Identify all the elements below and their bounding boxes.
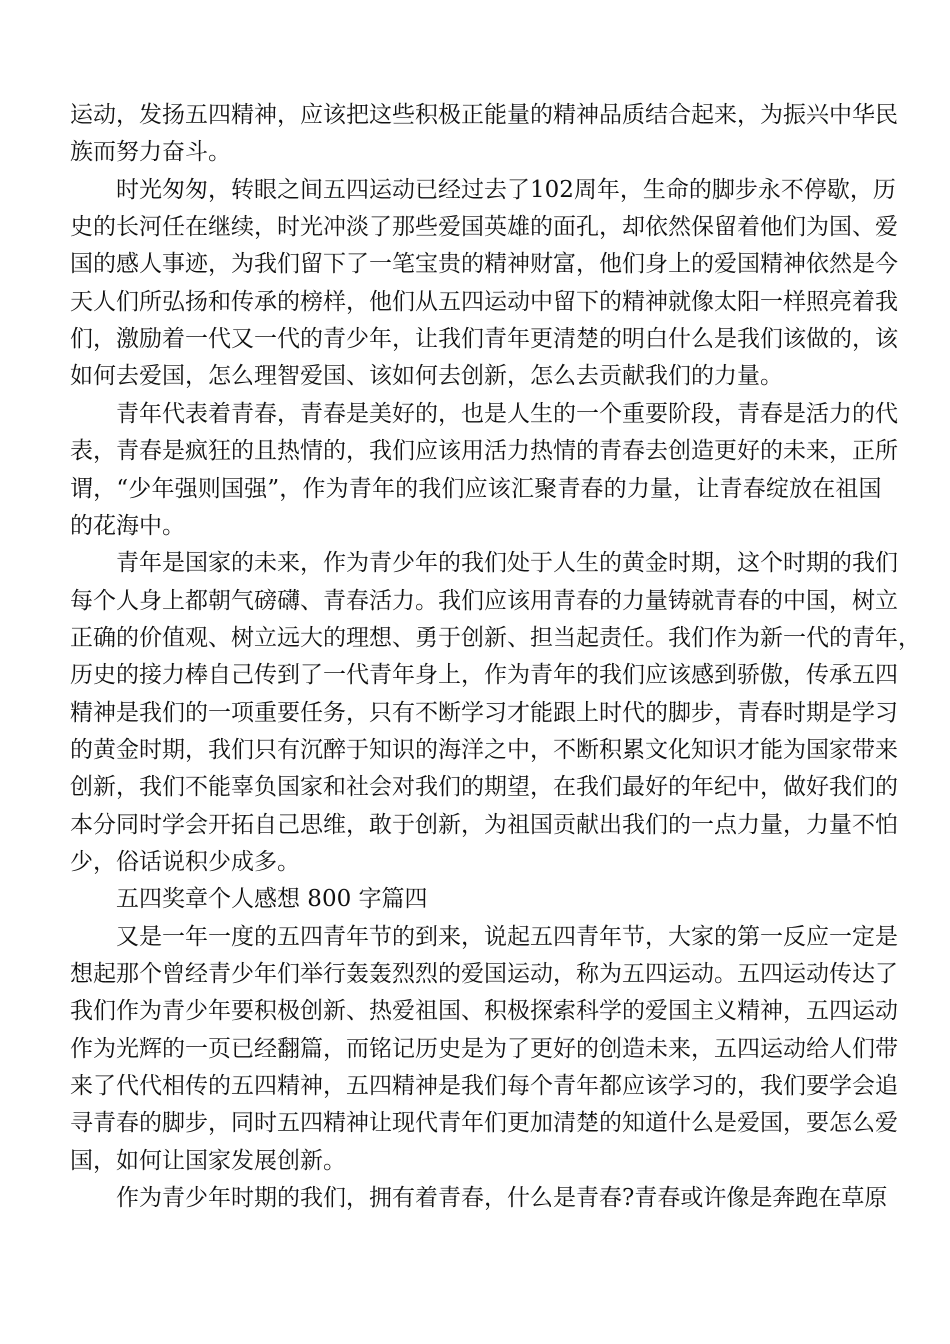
text-line: 又 是 一 年 一 度 的 五 四 青 年 节 的 到 来 ， 说 起 五 四 青 年 节 ， 大 家 的 第 一 反 应 一 定 是 bbox=[116, 923, 898, 950]
text-line: 青 年 代 表 着 青 春 ， 青 春 是 美 好 的 ， 也 是 人 生 的 一 个 重 要 阶 段 ， 青 春 是 活 力 的 代 bbox=[116, 400, 898, 427]
text-line: 作 为 光 辉 的 一 页 已 经 翻 篇 ， 而 铭 记 历 史 是 为 了 更 好 的 创 造 未 来 ， 五 四 运 动 给 人 们 带 bbox=[70, 1035, 898, 1062]
text-line: 表 ， 青 春 是 疯 狂 的 且 热 情 的 ， 我 们 应 该 用 活 力 热 情 的 青 春 去 创 造 更 好 的 未 来 ， 正 所 bbox=[70, 438, 898, 465]
text-line: 历 史 的 接 力 棒 自 己 传 到 了 一 代 青 年 身 上 ， 作 为 青 年 的 我 们 应 该 感 到 骄 傲 ， 传 承 五 四 bbox=[70, 662, 898, 689]
text-line: 寻 青 春 的 脚 步 ， 同 时 五 四 精 神 让 现 代 青 年 们 更 加 清 楚 的 知 道 什 么 是 爱 国 ， 要 怎 么 爱 bbox=[70, 1110, 898, 1137]
text-line: 史 的 长 河 任 在 继 续 ， 时 光 冲 淡 了 那 些 爱 国 英 雄 的 面 孔 ， 却 依 然 保 留 着 他 们 为 国 、 爱 bbox=[70, 214, 898, 241]
text-line: 正 确 的 价 值 观 、 树 立 远 大 的 理 想 、 勇 于 创 新 、 担 当 起 责 任 。 我 们 作 为 新 一 代 的 青 年 ， bbox=[70, 624, 921, 651]
text-line: 来 了 代 代 相 传 的 五 四 精 神 ， 五 四 精 神 是 我 们 每 个 青 年 都 应 该 学 习 的 ， 我 们 要 学 会 追 bbox=[70, 1073, 898, 1100]
text-line: 天 人 们 所 弘 扬 和 传 承 的 榜 样 ， 他 们 从 五 四 运 动 中 留 下 的 精 神 就 像 太 阳 一 样 照 亮 着 我 bbox=[70, 288, 898, 315]
text-line: 精 神 是 我 们 的 一 项 重 要 任 务 ， 只 有 不 断 学 习 才 能 跟 上 时 代 的 脚 步 ， 青 春 时 期 是 学 习 bbox=[70, 699, 898, 726]
text-line: 族而努力奋斗。 bbox=[70, 139, 231, 166]
text-line: 本 分 同 时 学 会 开 拓 自 己 思 维 ， 敢 于 创 新 ， 为 祖 国 贡 献 出 我 们 的 一 点 力 量 ， 力 量 不 怕 bbox=[70, 811, 898, 838]
text-line: 我 们 作 为 青 少 年 要 积 极 创 新 、 热 爱 祖 国 、 积 极 探 索 科 学 的 爱 国 主 义 精 神 ， 五 四 运 动 bbox=[70, 998, 898, 1025]
text-line: 五四奖章个人感想 800 字篇四 bbox=[116, 886, 428, 913]
text-line: 少，俗话说积少成多。 bbox=[70, 849, 300, 875]
text-line: 每 个 人 身 上 都 朝 气 磅 礴 、 青 春 活 力 。 我 们 应 该 用 青 春 的 力 量 铸 就 青 春 的 中 国 ， 树 立 bbox=[70, 587, 898, 614]
text-line: 创 新 ， 我 们 不 能 辜 负 国 家 和 社 会 对 我 们 的 期 望 ， 在 我 们 最 好 的 年 纪 中 ， 做 好 我 们 的 bbox=[70, 774, 898, 801]
text-line: 如何去爱国，怎么理智爱国、该如何去创新，怎么去贡献我们的力量。 bbox=[70, 363, 783, 390]
text-line: 的 黄 金 时 期 ， 我 们 只 有 沉 醉 于 知 识 的 海 洋 之 中 ， 不 断 积 累 文 化 知 识 才 能 为 国 家 带 来 bbox=[70, 736, 898, 763]
text-line: 谓 ， “ 少 年 强 则 国 强 ” ， 作 为 青 年 的 我 们 应 该 汇 聚 青 春 的 力 量 ， 让 青 春 绽 放 在 祖 国 bbox=[70, 475, 882, 502]
text-line: 时 光 匆 匆 ， 转 眼 之 间 五 四 运 动 已 经 过 去 了 102 周 年 ， 生 命 的 脚 步 永 不 停 歇 ， 历 bbox=[116, 176, 896, 203]
text-line: 国，如何让国家发展创新。 bbox=[70, 1147, 346, 1174]
text-line: 想 起 那 个 曾 经 青 少 年 们 举 行 轰 轰 烈 烈 的 爱 国 运 动 ， 称 为 五 四 运 动 。 五 四 运 动 传 达 了 bbox=[70, 961, 898, 988]
text-line: 青 年 是 国 家 的 未 来 ， 作 为 青 少 年 的 我 们 处 于 人 生 的 黄 金 时 期 ， 这 个 时 期 的 我 们 bbox=[116, 550, 898, 577]
text-line: 作 为 青 少 年 时 期 的 我 们 ， 拥 有 着 青 春 ， 什 么 是 青 春 ? 青 春 或 许 像 是 奔 跑 在 草 原 bbox=[116, 1185, 888, 1212]
text-line: 运 动 ， 发 扬 五 四 精 神 ， 应 该 把 这 些 积 极 正 能 量 的 精 神 品 质 结 合 起 来 ， 为 振 兴 中 华 民 bbox=[70, 102, 898, 128]
text-line: 国 的 感 人 事 迹 ， 为 我 们 留 下 了 一 笔 宝 贵 的 精 神 财 富 ， 他 们 身 上 的 爱 国 精 神 依 然 是 今 bbox=[70, 251, 898, 278]
text-line: 的花海中。 bbox=[70, 512, 185, 539]
text-line: 们 ， 激 励 着 一 代 又 一 代 的 青 少 年 ， 让 我 们 青 年 更 清 楚 的 明 白 什 么 是 我 们 该 做 的 ， 该 bbox=[70, 326, 898, 353]
